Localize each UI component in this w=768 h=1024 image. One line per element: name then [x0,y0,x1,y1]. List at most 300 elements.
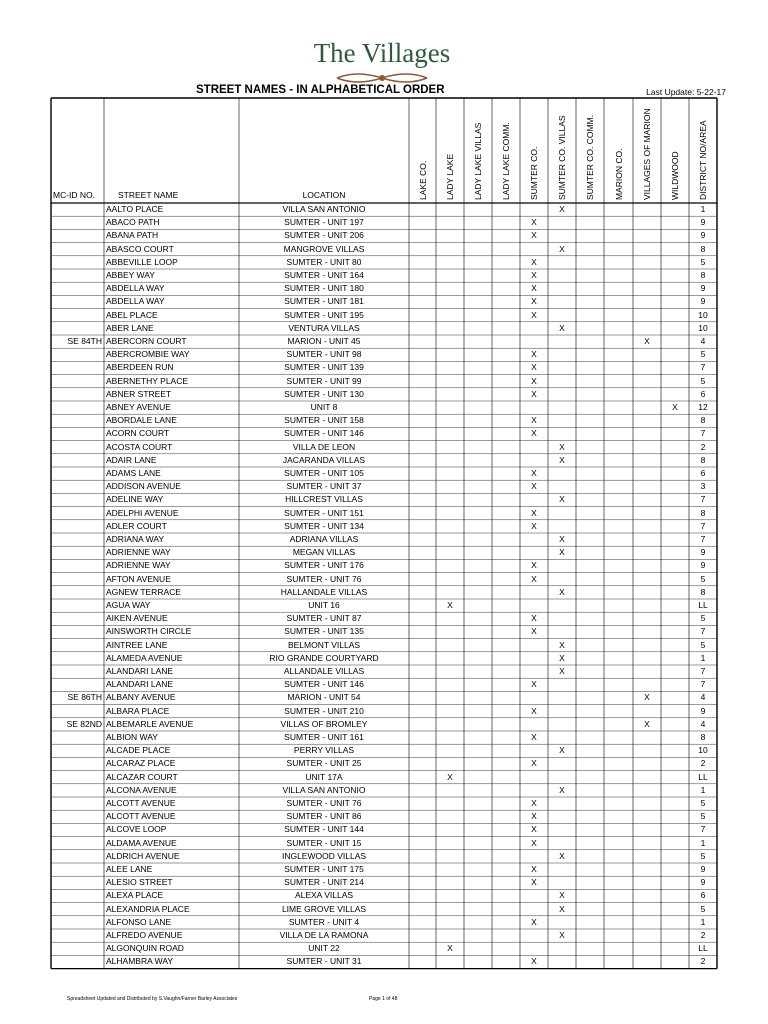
mc-id-cell [51,573,102,586]
street-name-cell: ADRIENNE WAY [106,560,171,571]
mc-id-cell [51,467,102,480]
jurisdiction-mark: X [531,362,537,373]
location-cell: LIME GROVE VILLAS [281,903,367,914]
district-cell: LL [698,771,708,782]
location-cell: VILLA SAN ANTONIO [282,204,366,214]
location-cell: SUMTER - UNIT 4 [288,916,360,927]
column-header-location: LOCATION [302,190,346,200]
mc-id-cell [51,322,102,335]
mc-id-cell [51,955,102,968]
district-cell: 4 [700,718,706,729]
location-cell: VENTURA VILLAS [288,322,360,333]
mc-id-cell [51,441,102,454]
location-cell: SUMTER - UNIT 210 [284,705,364,716]
mc-id-cell [51,493,102,506]
mc-id-cell [51,256,102,269]
location-cell: SUMTER - UNIT 87 [286,613,362,624]
location-cell: MEGAN VILLAS [292,547,356,558]
location-cell: ALLANDALE VILLAS [283,666,365,676]
street-name-cell: AGNEW TERRACE [106,586,181,597]
street-name-cell: ALHAMBRA WAY [106,956,174,967]
jurisdiction-mark: X [531,270,537,280]
jurisdiction-mark: X [531,296,537,307]
street-name-cell: AALTO PLACE [106,204,164,214]
district-cell: 5 [700,639,706,650]
district-cell: 5 [700,573,706,584]
location-cell: ADRIANA VILLAS [289,534,359,544]
street-name-cell: ADAMS LANE [106,468,161,478]
location-cell: SUMTER - UNIT 130 [284,388,364,399]
location-cell: VILLA DE LA RAMONA [279,930,369,940]
district-cell: 3 [700,481,706,492]
jurisdiction-mark: X [531,758,537,769]
location-cell: SUMTER - UNIT 197 [284,217,364,228]
street-name-cell: ALDAMA AVENUE [106,837,177,848]
street-name-cell: ABER LANE [106,322,154,333]
street-name-cell: ABERDEEN RUN [106,362,174,373]
street-name-cell: ABERCORN COURT [106,336,187,346]
location-cell: UNIT 16 [308,600,340,610]
location-cell: PERRY VILLAS [293,745,355,756]
district-cell: 1 [700,204,706,214]
district-cell: 4 [700,336,706,346]
district-cell: LL [698,943,708,954]
district-cell: 9 [700,283,706,294]
mc-id-cell [51,810,102,823]
mc-id-cell: SE 82ND [66,718,102,729]
district-cell: 6 [700,468,706,478]
jurisdiction-mark: X [531,626,537,637]
mc-id-cell [51,639,102,652]
mc-id-cell [51,757,102,770]
mc-id-cell [51,784,102,797]
street-name-cell: ALANDARI LANE [106,679,174,690]
district-cell: 9 [700,864,706,874]
location-cell: JACARANDA VILLAS [282,454,366,465]
location-cell: SUMTER - UNIT 99 [286,375,362,386]
location-cell: SUMTER - UNIT 146 [284,428,364,439]
jurisdiction-mark: X [559,930,565,940]
street-name-cell: ALBEMARLE AVENUE [106,718,194,729]
street-name-cell: ALGONQUIN ROAD [106,943,184,954]
location-cell: VILLA DE LEON [292,441,356,452]
location-cell: SUMTER - UNIT 161 [284,732,364,742]
column-header-vertical: WILDWOOD [670,151,680,200]
mc-id-cell [51,243,102,256]
district-cell: 9 [700,877,706,888]
jurisdiction-mark: X [531,230,537,241]
location-cell: UNIT 22 [308,943,340,954]
column-header-vertical: SUMTER CO. COMM. [585,115,595,200]
street-name-cell: ACOSTA COURT [106,441,173,452]
street-name-cell: AFTON AVENUE [106,573,171,584]
street-name-cell: AIKEN AVENUE [106,613,168,624]
district-cell: 7 [700,520,706,531]
mc-id-cell [51,269,102,282]
mc-id-cell [51,282,102,295]
street-name-cell: ABNEY AVENUE [106,402,171,412]
district-cell: 7 [700,666,706,676]
location-cell: SUMTER - UNIT 175 [284,864,364,874]
street-name-cell: ACORN COURT [106,428,170,439]
mc-id-cell: SE 86TH [67,692,102,703]
mc-id-cell [51,507,102,520]
district-cell: 1 [700,784,706,795]
jurisdiction-mark: X [531,837,537,848]
jurisdiction-mark: X [531,415,537,426]
mc-id-cell [51,744,102,757]
jurisdiction-mark: X [447,771,453,782]
mc-id-cell [51,203,102,216]
jurisdiction-mark: X [644,692,650,703]
district-cell: 8 [700,586,706,597]
jurisdiction-mark: X [531,217,537,228]
jurisdiction-mark: X [559,494,565,505]
district-cell: 6 [700,890,706,901]
location-cell: MARION - UNIT 45 [287,336,361,346]
jurisdiction-mark: X [531,283,537,294]
column-header-vertical: LADY LAKE COMM. [501,122,511,200]
mc-id-cell [51,414,102,427]
street-name-cell: ABEL PLACE [106,309,158,320]
location-cell: SUMTER - UNIT 139 [284,362,364,373]
street-name-cell: ALFREDO AVENUE [106,930,183,940]
district-cell: 9 [700,547,706,558]
location-cell: SUMTER - UNIT 80 [286,256,362,267]
jurisdiction-mark: X [531,798,537,808]
location-cell: HILLCREST VILLAS [285,494,363,505]
mc-id-cell [51,771,102,784]
location-cell: SUMTER - UNIT 146 [284,679,364,690]
jurisdiction-mark: X [531,679,537,690]
jurisdiction-mark: X [531,916,537,927]
street-name-cell: ALESIO STREET [106,877,173,888]
location-cell: SUMTER - UNIT 134 [284,520,364,531]
mc-id-cell [51,586,102,599]
district-cell: 7 [700,679,706,690]
jurisdiction-mark: X [559,547,565,558]
mc-id-cell [51,916,102,929]
jurisdiction-mark: X [531,560,537,571]
location-cell: SUMTER - UNIT 25 [286,758,362,769]
district-cell: 5 [700,613,706,624]
jurisdiction-mark: X [531,481,537,492]
district-cell: 7 [700,494,706,505]
column-header-vertical: LADY LAKE VILLAS [473,122,483,200]
location-cell: SUMTER - UNIT 76 [286,573,362,584]
jurisdiction-mark: X [531,256,537,267]
street-name-cell: ALCOTT AVENUE [106,798,176,808]
district-cell: 7 [700,824,706,835]
district-cell: 8 [700,270,706,280]
district-cell: 8 [700,415,706,426]
location-cell: SUMTER - UNIT 180 [284,283,364,294]
mc-id-cell [51,731,102,744]
street-name-cell: ADLER COURT [106,520,167,531]
location-cell: SUMTER - UNIT 214 [284,877,364,888]
district-cell: 7 [700,428,706,439]
street-name-cell: ALEXA PLACE [106,890,164,901]
mc-id-cell [51,823,102,836]
column-header-vertical: MARION CO. [613,148,624,200]
district-cell: 1 [700,652,706,663]
district-cell: 4 [700,692,706,703]
footer-distributor: Spreadsheet Updated and Distributed by S.Vaughn/Farner Barley Associates [67,996,238,1002]
street-name-cell: ALCOTT AVENUE [106,811,176,822]
district-cell: 10 [698,745,708,756]
jurisdiction-mark: X [559,784,565,795]
jurisdiction-mark: X [559,441,565,452]
district-cell: 9 [700,560,706,571]
location-cell: SUMTER - UNIT 135 [284,626,364,637]
mc-id-cell [51,427,102,440]
street-name-cell: ADAIR LANE [106,454,157,465]
street-name-cell: AINSWORTH CIRCLE [106,626,192,637]
street-name-cell: ABDELLA WAY [106,283,165,294]
jurisdiction-mark: X [531,349,537,360]
location-cell: VILLA SAN ANTONIO [282,784,366,795]
street-name-cell: ALBION WAY [106,732,158,742]
location-cell: SUMTER - UNIT 144 [284,824,364,835]
district-cell: 10 [698,309,708,320]
mc-id-cell [51,480,102,493]
mc-id-cell [51,665,102,678]
jurisdiction-mark: X [531,520,537,531]
mc-id-cell [51,559,102,572]
street-name-cell: ALEE LANE [106,864,153,874]
mc-id-cell [51,216,102,229]
mc-id-cell [51,903,102,916]
district-cell: 10 [698,322,708,333]
location-cell: SUMTER - UNIT 98 [286,349,362,360]
jurisdiction-mark: X [559,204,565,214]
mc-id-cell [51,876,102,889]
district-cell: LL [698,600,708,610]
jurisdiction-mark: X [531,388,537,399]
mc-id-cell [51,375,102,388]
jurisdiction-mark: X [559,454,565,465]
district-cell: 9 [700,296,706,307]
street-name-cell: ADELPHI AVENUE [106,507,179,518]
jurisdiction-mark: X [559,534,565,544]
district-cell: 8 [700,732,706,742]
street-name-cell: ABDELLA WAY [106,296,165,307]
location-cell: SUMTER - UNIT 158 [284,415,364,426]
mc-id-cell [51,533,102,546]
jurisdiction-mark: X [531,309,537,320]
jurisdiction-mark: X [559,243,565,254]
jurisdiction-mark: X [531,507,537,518]
jurisdiction-mark: X [644,336,650,346]
street-name-cell: ALFONSO LANE [106,916,172,927]
jurisdiction-mark: X [644,718,650,729]
location-cell: BELMONT VILLAS [287,639,361,650]
jurisdiction-mark: X [559,639,565,650]
district-cell: 2 [700,956,706,967]
mc-id-cell [51,361,102,374]
location-cell: ALEXA VILLAS [294,890,354,901]
location-cell: INGLEWOOD VILLAS [281,850,367,861]
street-name-cell: ALCADE PLACE [106,745,171,756]
district-cell: 5 [700,903,706,914]
location-cell: SUMTER - UNIT 181 [284,296,364,307]
district-cell: 5 [700,850,706,861]
jurisdiction-mark: X [447,943,453,954]
street-name-cell: ALEXANDRIA PLACE [106,903,190,914]
district-cell: 8 [700,507,706,518]
jurisdiction-mark: X [531,375,537,386]
jurisdiction-mark: X [531,428,537,439]
district-cell: 5 [700,811,706,822]
district-cell: 2 [700,758,706,769]
jurisdiction-mark: X [672,402,678,412]
location-cell: RIO GRANDE COURTYARD [269,652,379,663]
location-cell: SUMTER - UNIT 31 [286,956,362,967]
district-cell: 5 [700,798,706,808]
jurisdiction-mark: X [559,903,565,914]
last-update: Last Update: 5-22-17 [646,87,726,97]
district-cell: 5 [700,256,706,267]
column-header-street-name: STREET NAME [118,190,179,200]
district-cell: 1 [700,837,706,848]
mc-id-cell [51,388,102,401]
street-name-cell: ABBEY WAY [106,270,155,280]
location-cell: SUMTER - UNIT 206 [284,230,364,241]
street-name-cell: ADRIANA WAY [106,534,165,544]
street-name-cell: ADDISON AVENUE [106,481,181,492]
mc-id-cell [51,229,102,242]
mc-id-cell [51,295,102,308]
mc-id-cell [51,652,102,665]
column-header-vertical: VILLAGES OF MARION [642,108,652,200]
street-name-cell: ALDRICH AVENUE [106,850,180,861]
jurisdiction-mark: X [559,322,565,333]
street-name-cell: AINTREE LANE [106,639,168,650]
mc-id-cell [51,929,102,942]
street-name-cell: ALCOVE LOOP [106,824,167,835]
jurisdiction-mark: X [531,811,537,822]
jurisdiction-mark: X [559,666,565,676]
district-cell: 2 [700,441,706,452]
jurisdiction-mark: X [559,890,565,901]
mc-id-cell [51,863,102,876]
street-name-cell: ABNER STREET [106,388,172,399]
mc-id-cell [51,309,102,322]
logo-text: The Villages [313,38,451,68]
jurisdiction-mark: X [531,824,537,835]
jurisdiction-mark: X [559,652,565,663]
jurisdiction-mark: X [531,732,537,742]
jurisdiction-mark: X [559,586,565,597]
location-cell: MANGROVE VILLAS [283,243,365,254]
location-cell: SUMTER - UNIT 195 [284,309,364,320]
document-title: STREET NAMES - IN ALPHABETICAL ORDER [196,84,445,96]
location-cell: SUMTER - UNIT 86 [286,811,362,822]
street-name-cell: ADRIENNE WAY [106,547,171,558]
mc-id-cell [51,625,102,638]
location-cell: SUMTER - UNIT 37 [286,481,362,492]
mc-id-cell [51,837,102,850]
column-header-vertical: LADY LAKE [445,153,455,200]
street-name-cell: ALCAZAR COURT [106,771,178,782]
location-cell: SUMTER - UNIT 76 [286,798,362,808]
mc-id-cell [51,850,102,863]
mc-id-cell [51,401,102,414]
location-cell: MARION - UNIT 54 [287,692,361,703]
jurisdiction-mark: X [559,850,565,861]
mc-id-cell [51,348,102,361]
mc-id-cell [51,705,102,718]
district-cell: 8 [700,454,706,465]
street-name-cell: ALCARAZ PLACE [106,758,176,769]
street-name-cell: ALCONA AVENUE [106,784,177,795]
street-name-cell: ABBEVILLE LOOP [106,256,178,267]
street-name-cell: ABASCO COURT [106,243,174,254]
column-header-vertical: SUMTER CO. VILLAS [557,115,567,200]
district-cell: 7 [700,534,706,544]
street-name-cell: ALBARA PLACE [106,705,170,716]
district-cell: 9 [700,217,706,228]
jurisdiction-mark: X [531,705,537,716]
jurisdiction-mark: X [559,745,565,756]
mc-id-cell [51,454,102,467]
location-cell: SUMTER - UNIT 105 [284,468,364,478]
district-cell: 1 [700,916,706,927]
mc-id-cell [51,889,102,902]
location-cell: SUMTER - UNIT 176 [284,560,364,571]
mc-id-cell [51,599,102,612]
district-cell: 2 [700,930,706,940]
mc-id-cell [51,612,102,625]
district-cell: 7 [700,362,706,373]
street-name-cell: ABANA PATH [106,230,159,241]
jurisdiction-mark: X [531,573,537,584]
district-cell: 5 [700,349,706,360]
jurisdiction-mark: X [531,877,537,888]
district-cell: 8 [700,243,706,254]
mc-id-cell [51,797,102,810]
jurisdiction-mark: X [531,613,537,624]
street-name-cell: ALAMEDA AVENUE [106,652,183,663]
street-name-cell: ADELINE WAY [106,494,164,505]
mc-id-cell [51,942,102,955]
mc-id-cell [51,546,102,559]
location-cell: UNIT 8 [310,402,338,412]
street-name-cell: ABACO PATH [106,217,160,228]
column-header-vertical: DISTRICT NO/AREA [698,120,708,200]
street-name-cell: ALBANY AVENUE [106,692,176,703]
district-cell: 9 [700,230,706,241]
location-cell: HALLANDALE VILLAS [280,586,368,597]
mc-id-cell: SE 84TH [67,336,102,346]
column-header-vertical: LAKE CO. [417,160,428,200]
street-name-cell: ALANDARI LANE [106,666,174,676]
district-cell: 9 [700,705,706,716]
location-cell: SUMTER - UNIT 15 [286,837,362,848]
jurisdiction-mark: X [531,864,537,874]
district-cell: 7 [700,626,706,637]
street-name-cell: ABERCROMBIE WAY [106,349,190,360]
street-name-cell: AGUA WAY [106,600,151,610]
mc-id-cell [51,678,102,691]
footer-page-number: Page 1 of 48 [369,996,398,1002]
location-cell: VILLAS OF BROMLEY [280,718,368,729]
location-cell: UNIT 17A [305,771,343,782]
street-name-cell: ABORDALE LANE [106,415,177,426]
street-name-cell: ABERNETHY PLACE [106,375,189,386]
mc-id-cell [51,520,102,533]
district-cell: 12 [698,402,708,412]
